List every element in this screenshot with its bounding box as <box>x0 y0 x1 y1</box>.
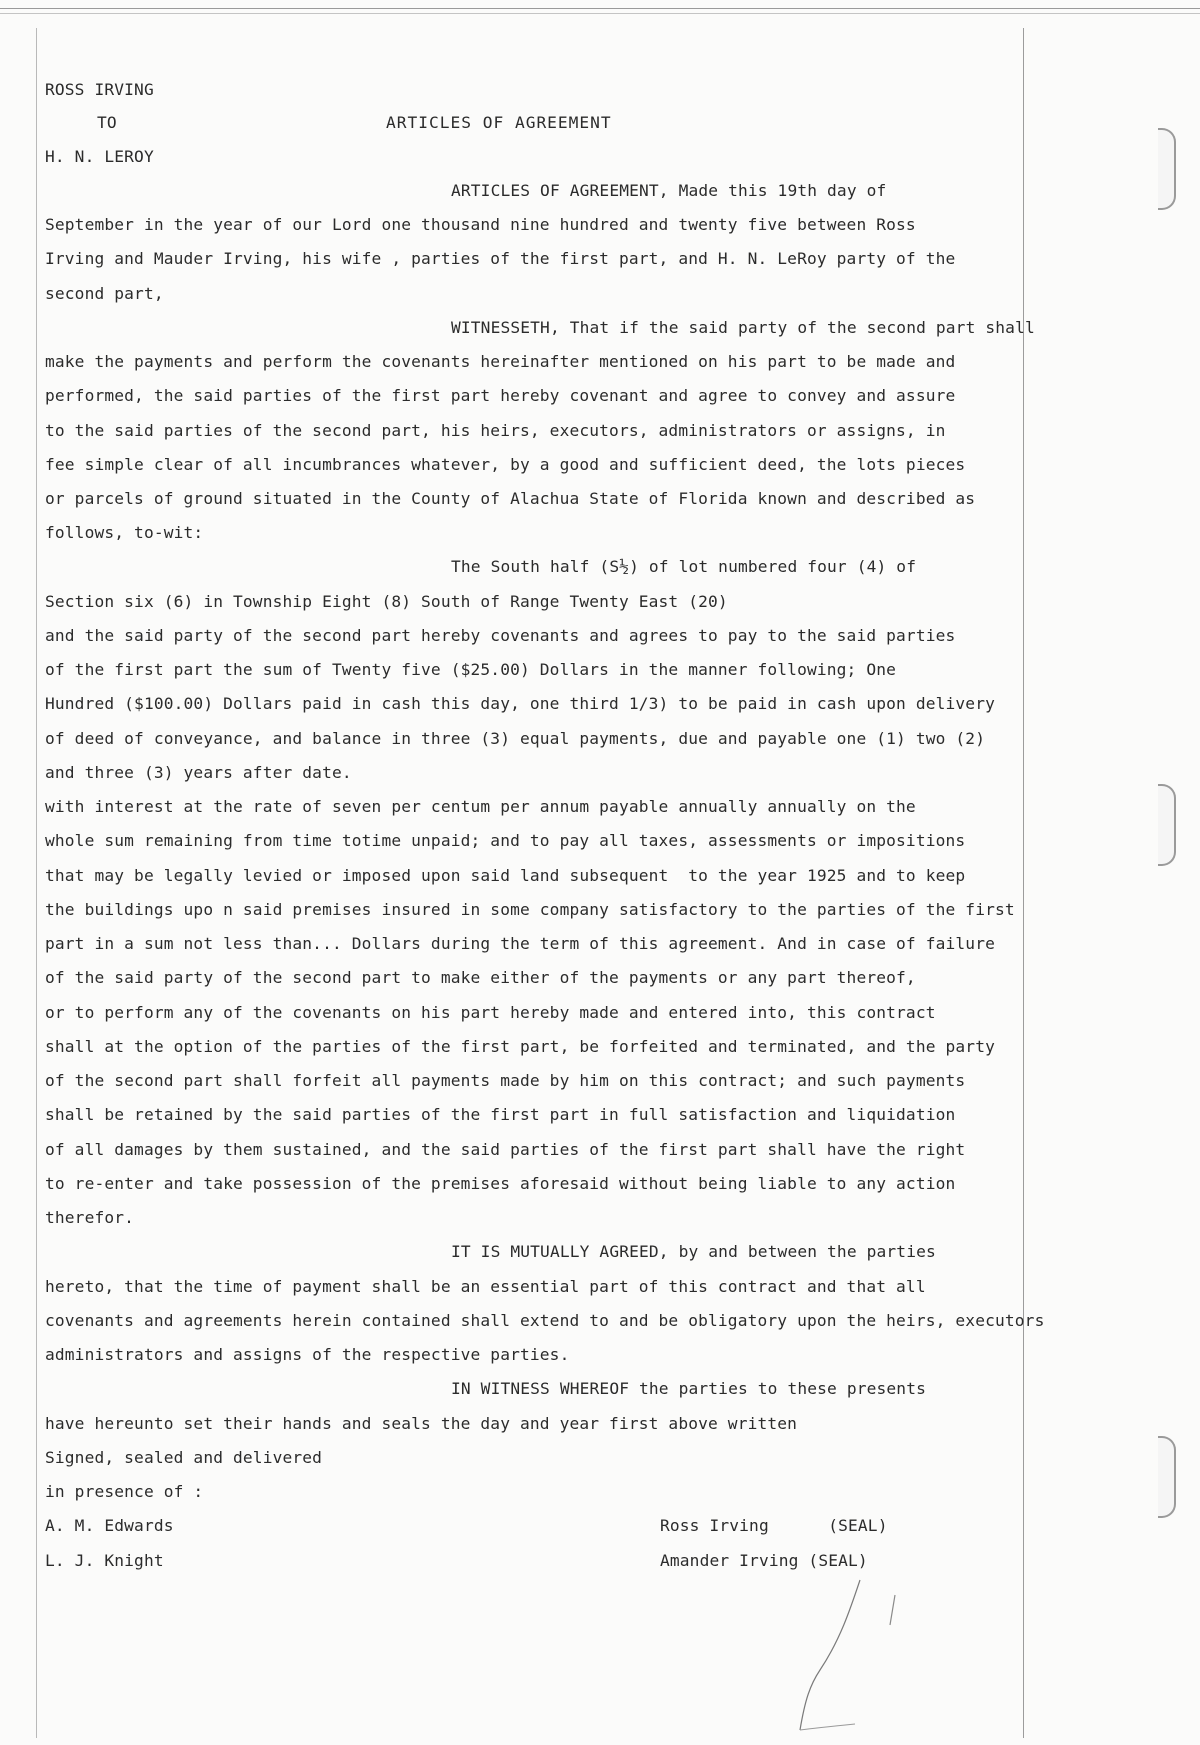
body-line: September in the year of our Lord one thousand nine hundred and twenty five between Ross <box>45 215 916 234</box>
right-margin-rule <box>1023 28 1024 1738</box>
body-line: and three (3) years after date. <box>45 763 352 782</box>
pen-stroke-icon <box>760 1570 920 1740</box>
body-line: shall be retained by the said parties of the first part in full satisfaction and liquidation <box>45 1105 956 1124</box>
body-line: whole sum remaining from time totime unpaid; and to pay all taxes, assessments or impositions <box>45 831 966 850</box>
body-line: Irving and Mauder Irving, his wife , parties of the first part, and H. N. LeRoy party of the <box>45 249 956 268</box>
body-line: in presence of : <box>45 1482 204 1501</box>
body-line: of deed of conveyance, and balance in three (3) equal payments, due and payable one (1) two (2) <box>45 729 986 748</box>
body-line: to the said parties of the second part, his heirs, executors, administrators or assigns, in <box>45 421 946 440</box>
binder-hole-icon <box>1158 128 1176 210</box>
witness-signature: L. J. Knight <box>45 1551 164 1570</box>
body-line: or parcels of ground situated in the County of Alachua State of Florida known and described as <box>45 489 976 508</box>
body-line: Hundred ($100.00) Dollars paid in cash this day, one third 1/3) to be paid in cash upon delivery <box>45 694 995 713</box>
party-signature: Ross Irving (SEAL) <box>660 1516 888 1535</box>
to-caption: TO <box>97 113 117 132</box>
body-line: second part, <box>45 284 164 303</box>
body-line: make the payments and perform the covenants hereinafter mentioned on his part to be made and <box>45 352 956 371</box>
binder-hole-icon <box>1158 1436 1176 1518</box>
body-line: fee simple clear of all incumbrances whatever, by a good and sufficient deed, the lots pieces <box>45 455 966 474</box>
witness-signature: A. M. Edwards <box>45 1516 174 1535</box>
body-line: covenants and agreements herein contained shall extend to and be obligatory upon the heirs, executors <box>45 1311 1045 1330</box>
body-line: to re-enter and take possession of the premises aforesaid without being liable to any action <box>45 1174 956 1193</box>
body-line: The South half (S½) of lot numbered four (4) of <box>451 557 917 576</box>
body-line: and the said party of the second part hereby covenants and agrees to pay to the said parties <box>45 626 956 645</box>
document-title: ARTICLES OF AGREEMENT <box>386 113 612 132</box>
body-line: Section six (6) in Township Eight (8) South of Range Twenty East (20) <box>45 592 728 611</box>
party-1-caption: ROSS IRVING <box>45 80 154 99</box>
body-line: hereto, that the time of payment shall be an essential part of this contract and that all <box>45 1277 926 1296</box>
body-line: of the first part the sum of Twenty five ($25.00) Dollars in the manner following; One <box>45 660 897 679</box>
body-line: IT IS MUTUALLY AGREED, by and between the parties <box>451 1242 936 1261</box>
left-margin-rule <box>36 28 37 1738</box>
body-line: ARTICLES OF AGREEMENT, Made this 19th day of <box>451 181 887 200</box>
body-line: Signed, sealed and delivered <box>45 1448 323 1467</box>
body-line: of all damages by them sustained, and the said parties of the first part shall have the right <box>45 1140 966 1159</box>
body-line: of the said party of the second part to make either of the payments or any part thereof, <box>45 968 916 987</box>
body-line: of the second part shall forfeit all payments made by him on this contract; and such payments <box>45 1071 966 1090</box>
body-line: therefor. <box>45 1208 135 1227</box>
body-line: part in a sum not less than... Dollars during the term of this agreement. And in case of failure <box>45 934 995 953</box>
body-line: the buildings upo n said premises insured in some company satisfactory to the parties of the first <box>45 900 1015 919</box>
party-2-caption: H. N. LEROY <box>45 147 154 166</box>
top-rule-secondary <box>0 13 1200 14</box>
body-line: that may be legally levied or imposed upon said land subsequent to the year 1925 and to keep <box>45 866 966 885</box>
body-line: administrators and assigns of the respective parties. <box>45 1345 570 1364</box>
binder-hole-icon <box>1158 784 1176 866</box>
body-line: shall at the option of the parties of the first part, be forfeited and terminated, and the party <box>45 1037 995 1056</box>
party-signature: Amander Irving (SEAL) <box>660 1551 868 1570</box>
top-rule <box>0 8 1200 9</box>
body-line: WITNESSETH, That if the said party of the second part shall <box>451 318 1035 337</box>
body-line: with interest at the rate of seven per centum per annum payable annually annually on the <box>45 797 916 816</box>
body-line: follows, to-wit: <box>45 523 204 542</box>
body-line: IN WITNESS WHEREOF the parties to these presents <box>451 1379 926 1398</box>
body-line: or to perform any of the covenants on his part hereby made and entered into, this contract <box>45 1003 936 1022</box>
body-line: performed, the said parties of the first part hereby covenant and agree to convey and assure <box>45 386 956 405</box>
body-line: have hereunto set their hands and seals the day and year first above written <box>45 1414 798 1433</box>
